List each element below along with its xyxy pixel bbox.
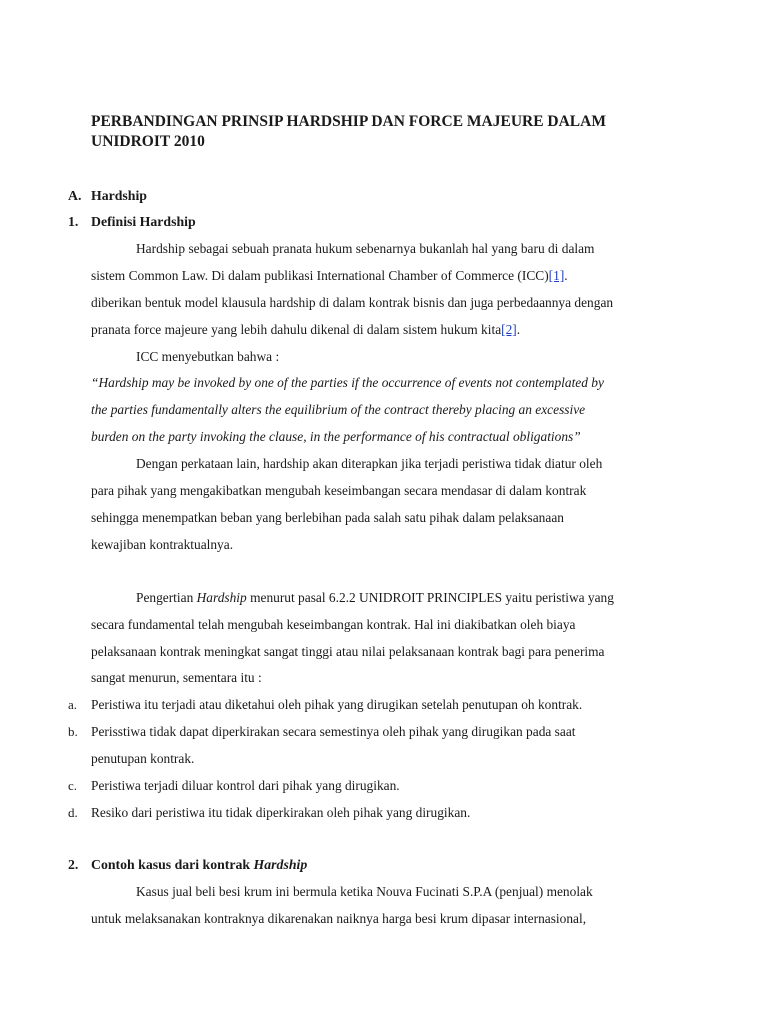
list-item-marker: b.: [68, 724, 78, 739]
paragraph-4-line-3: pelaksanaan kontrak meningkat sangat tinggi atau nilai pelaksanaan kontrak bagi para penerima: [91, 644, 605, 659]
list-item: Perisstiwa tidak dapat diperkirakan secara semestinya oleh pihak yang dirugikan pada saat: [91, 724, 576, 739]
subsection-1-marker: 1.: [68, 214, 79, 229]
list-item: Peristiwa terjadi diluar kontrol dari pihak yang dirugikan.: [91, 778, 400, 793]
footnote-link-1[interactable]: [1]: [548, 268, 565, 283]
section-a-heading: Hardship: [91, 188, 147, 203]
list-item-continuation: penutupan kontrak.: [91, 751, 195, 766]
paragraph-2: ICC menyebutkan bahwa :: [136, 349, 280, 364]
list-item-marker: d.: [68, 805, 78, 820]
paragraph-5-line-2: untuk melaksanakan kontraknya dikarenakan naiknya harga besi krum dipasar internasional,: [91, 911, 587, 926]
subsection-2-marker: 2.: [68, 857, 79, 872]
paragraph-3-line-3: sehingga menempatkan beban yang berlebihan pada salah satu pihak dalam pelaksanaan: [91, 510, 564, 525]
document-title: [91, 112, 691, 152]
paragraph-5-line-1: Kasus jual beli besi krum ini bermula ketika Nouva Fucinati S.P.A (penjual) menolak: [136, 884, 593, 899]
list-item: Peristiwa itu terjadi atau diketahui oleh pihak yang dirugikan setelah penutupan oh kontrak.: [91, 697, 583, 712]
quote-line-2: the parties fundamentally alters the equilibrium of the contract thereby placing an excessive: [91, 402, 586, 417]
paragraph-4-line-4: sangat menurun, sementara itu :: [91, 670, 262, 685]
paragraph-1-line-4: pranata force majeure yang lebih dahulu dikenal di dalam sistem hukum kita[2].: [91, 322, 521, 337]
paragraph-1-line-2: sistem Common Law. Di dalam publikasi International Chamber of Commerce (ICC)[1].: [91, 268, 568, 283]
paragraph-4-line-2: secara fundamental telah mengubah keseimbangan kontrak. Hal ini diakibatkan oleh biaya: [91, 617, 576, 632]
paragraph-3-line-4: kewajiban kontraktualnya.: [91, 537, 234, 552]
quote-line-1: “Hardship may be invoked by one of the parties if the occurrence of events not contemplated by: [91, 375, 604, 390]
paragraph-1-line-3: diberikan bentuk model klausula hardship di dalam kontrak bisnis dan juga perbedaannya dengan: [91, 295, 614, 310]
paragraph-3-line-2: para pihak yang mengakibatkan mengubah keseimbangan secara mendasar di dalam kontrak: [91, 483, 587, 498]
section-a-marker: A.: [68, 188, 82, 203]
title-line-1: PERBANDINGAN PRINSIP HARDSHIP DAN FORCE MAJEURE DALAM: [91, 113, 606, 130]
subsection-2-heading: Contoh kasus dari kontrak Hardship: [91, 857, 308, 872]
title-line-2: UNIDROIT 2010: [91, 133, 205, 150]
list-item-marker: c.: [68, 778, 78, 793]
list-item-marker: a.: [68, 697, 78, 712]
paragraph-1-line-1: Hardship sebagai sebuah pranata hukum sebenarnya bukanlah hal yang baru di dalam: [136, 241, 595, 256]
footnote-link-2[interactable]: [2]: [501, 322, 517, 337]
paragraph-3-line-1: Dengan perkataan lain, hardship akan diterapkan jika terjadi peristiwa tidak diatur oleh: [136, 456, 603, 471]
list-item: Resiko dari peristiwa itu tidak diperkirakan oleh pihak yang dirugikan.: [91, 805, 471, 820]
quote-line-3: burden on the party invoking the clause, in the performance of his contractual obligations”: [91, 429, 581, 444]
paragraph-4-line-1: Pengertian Hardship menurut pasal 6.2.2 UNIDROIT PRINCIPLES yaitu peristiwa yang: [136, 590, 614, 605]
subsection-1-heading: Definisi Hardship: [91, 214, 196, 229]
